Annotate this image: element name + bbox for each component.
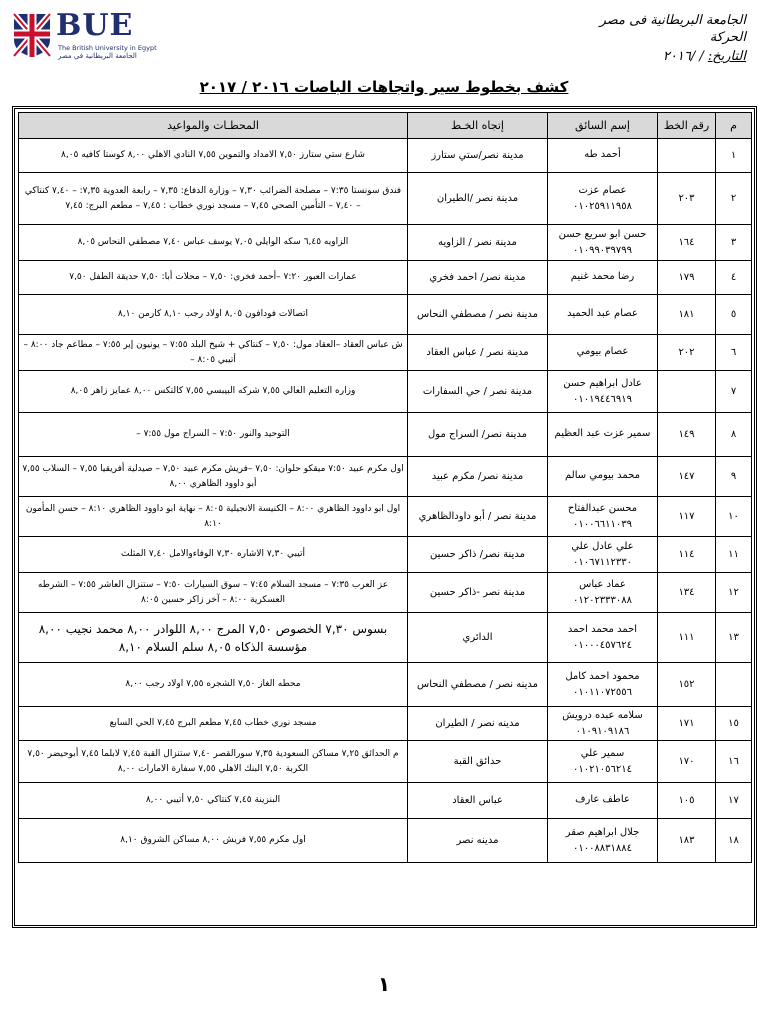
row-index: ١٠ [716, 497, 752, 537]
table-row [19, 457, 752, 497]
row-line-number: ١١٤ [658, 537, 716, 573]
row-driver [548, 413, 658, 457]
header-direction: إتجاه الخـط [408, 113, 548, 139]
driver-name: محمود احمد كامل [565, 670, 640, 682]
table-row [19, 741, 752, 783]
page-number: ١ [377, 972, 391, 996]
row-index: ٤ [716, 261, 752, 295]
table-row [19, 707, 752, 741]
row-index: ١ [716, 139, 752, 173]
table-row [19, 173, 752, 225]
driver-name: سمير عزت عبد العظيم [554, 427, 651, 439]
table-row [19, 537, 752, 573]
row-index: ١٦ [716, 741, 752, 783]
row-line-number: ١٤٩ [658, 413, 716, 457]
row-direction: حدائق القبة [408, 741, 548, 783]
bus-routes-table [18, 112, 752, 863]
row-line-number: ١٧٩ [658, 261, 716, 295]
row-index: ٢ [716, 173, 752, 225]
row-driver [548, 335, 658, 371]
row-line-number: ١٧١ [658, 707, 716, 741]
row-direction: مدينة نصر / مصطفي النحاس [408, 295, 548, 335]
driver-phone: ٠١٠٩١٠٩١٨٦ [575, 725, 630, 737]
row-line-number: ١٤٧ [658, 457, 716, 497]
row-direction: مدينه نصر / الطيران [408, 707, 548, 741]
row-driver [548, 139, 658, 173]
row-direction: مدينه نصر [408, 819, 548, 863]
row-stops: أتيبي ٧,٣٠ الاشاره ٧,٣٠ الوفاءوالامل ٧,٤٠ المثلث [19, 537, 408, 573]
driver-name: محسن عبدالفتاح [567, 502, 638, 514]
driver-phone: ٠١٠٩٩٠٣٩٧٩٩ [572, 244, 633, 256]
driver-name: سلامه عبده درويش [562, 709, 643, 721]
row-index: ١٥ [716, 707, 752, 741]
driver-phone: ٠١٠١٩٤٤٦٩١٩ [572, 393, 633, 405]
row-driver [548, 261, 658, 295]
row-direction: عباس العقاد [408, 783, 548, 819]
header-line-number: رقم الخط [658, 113, 716, 139]
table-body [19, 139, 752, 863]
driver-name: سمير علي [580, 747, 625, 759]
driver-phone: ٠١٠١١٠٧٢٥٥٦ [572, 686, 633, 698]
table-row [19, 663, 752, 707]
table-row [19, 371, 752, 413]
row-direction: مدينة نصر/ستي ستارز [408, 139, 548, 173]
table-row [19, 413, 752, 457]
driver-name: أحمد طه [584, 148, 621, 160]
row-line-number [658, 371, 716, 413]
row-direction: مدينة نصر/ مكرم عبيد [408, 457, 548, 497]
driver-phone: ٠١٠٢١٠٥٦٢١٤ [572, 763, 633, 775]
row-stops: محطه الغاز ٧,٥٠ الشجره ٧,٥٥ اولاد رجب ٨,٠٠ [19, 663, 408, 707]
driver-name: جلال ابراهيم صقر [565, 826, 640, 838]
table-row [19, 139, 752, 173]
row-stops: ش عباس العقاد –العقاد مول: ٧,٥٠ – كنتاكي + شيخ البلد ٧:٥٥ – يونيون إير ٧:٥٥ – مطاعم جاد ٨:٠٠ – أتيبي ٨:٠٥ – [19, 335, 408, 371]
row-direction: مدينة نصر/ السراج مول [408, 413, 548, 457]
row-driver [548, 225, 658, 261]
row-direction: مدينة نصر / الزاويه [408, 225, 548, 261]
row-direction: مدينة نصر / حي السفارات [408, 371, 548, 413]
row-index: ٥ [716, 295, 752, 335]
row-stops: اول مكرم عبيد ٧:٥٠ ميقكو حلوان: ٧,٥٠ –فريش مكرم عبيد ٧,٥٠ – صيدلية أفريقيا ٧,٥٥ – السلاب ٧,٥٥ أبو داوود الظاهري ٨,٠٠ [19, 457, 408, 497]
table-row [19, 295, 752, 335]
driver-phone: ٠١٠٠٦٦١١٠٣٩ [572, 518, 633, 530]
driver-name: عصام بيومي [576, 345, 629, 357]
row-index [716, 663, 752, 707]
driver-name: عادل ابراهيم حسن [563, 377, 642, 389]
driver-name: عماد عباس [579, 578, 626, 590]
header-block [546, 12, 746, 65]
row-line-number: ١٨١ [658, 295, 716, 335]
row-direction: مدينة نصر -ذاكر حسين [408, 573, 548, 613]
table-row [19, 335, 752, 371]
driver-phone: ٠١٠٠٠٤٥٧٦٢٤ [572, 639, 633, 651]
row-stops: التوحيد والنور ٧:٥٠ – السراج مول ٧:٥٥ – [19, 413, 408, 457]
driver-name: محمد بيومي سالم [565, 469, 640, 481]
row-index: ١٣ [716, 613, 752, 663]
row-stops: عز العرب ٧:٣٥ – مسجد السلام ٧:٤٥ – سوق السيارات ٧:٥٠ – ستنزال العاشر ٧:٥٥ – الشرطه العسكرية ٨:٠٠ – آخر زاكر حسين ٨:٠٥ [19, 573, 408, 613]
row-driver [548, 707, 658, 741]
table-row [19, 783, 752, 819]
bus-routes-table-frame [12, 106, 757, 928]
driver-name: احمد محمد احمد [567, 623, 638, 635]
row-stops: فندق سونستا ٧:٣٥ – مصلحة الضرائب ٧,٣٠ – وزارة الدفاع: ٧,٣٥ – رابعة العدوية ٧,٣٥: – ٧,٤٠ كنتاكي – ٧,٤٠ – التأمين الصحي ٧,٤٥ – مسجد نوري خطاب : ٧,٤٥ – مطعم البرج: ٧,٤٥ [19, 173, 408, 225]
logo-text: BUE [56, 8, 134, 43]
bue-logo [12, 8, 157, 62]
row-direction: مدينة نصر/ احمد فخري [408, 261, 548, 295]
union-flag-shield-icon [12, 12, 52, 58]
row-driver [548, 497, 658, 537]
driver-phone: ٠١٠٠٨٨٣١٨٨٤ [572, 842, 633, 854]
table-row [19, 261, 752, 295]
document-title [0, 78, 768, 96]
row-driver [548, 537, 658, 573]
table-row [19, 819, 752, 863]
driver-name: رضا محمد غنيم [570, 270, 635, 282]
row-stops: الزاويه ٦,٤٥ سكه الوايلي ٧,٠٥ يوسف عباس ٧,٤٠ مصطفي النحاس ٨,٠٥ [19, 225, 408, 261]
date-label: التاريخ: [707, 49, 746, 64]
row-index: ٩ [716, 457, 752, 497]
row-direction: مدينة نصر / عباس العقاد [408, 335, 548, 371]
date-value: / /٢٠١٦ [662, 49, 704, 64]
row-driver [548, 783, 658, 819]
table-row [19, 225, 752, 261]
date-row [546, 48, 746, 65]
header-driver-name: إسم السائق [548, 113, 658, 139]
row-driver [548, 613, 658, 663]
row-driver [548, 663, 658, 707]
row-index: ١٧ [716, 783, 752, 819]
logo-subtitle-ar: الجامعة البريطانية في مصر [58, 52, 137, 60]
row-index: ٧ [716, 371, 752, 413]
row-index: ٣ [716, 225, 752, 261]
row-driver [548, 741, 658, 783]
table-header-row [19, 113, 752, 139]
driver-phone: ٠١٢٠٢٣٣٣٠٨٨ [572, 594, 633, 606]
row-line-number: ٢٠٢ [658, 335, 716, 371]
row-line-number: ١٧٠ [658, 741, 716, 783]
header-stops-times: المحطـات والمواعيد [19, 113, 408, 139]
row-driver [548, 819, 658, 863]
driver-name: عصام عزت [578, 184, 627, 196]
row-direction: مدينه نصر / مصطفي النحاس [408, 663, 548, 707]
row-line-number: ١٠٥ [658, 783, 716, 819]
driver-name: عاطف عارف [575, 793, 630, 805]
row-stops: اول مكرم ٧,٥٥ فريش ٨,٠٠ مساكن الشروق ٨,١٠ [19, 819, 408, 863]
row-stops: وزاره التعليم العالي ٧,٥٥ شركه البيبسي ٧,٥٥ كالتكس ٨,٠٠ عمايز زاهر ٨,٠٥ [19, 371, 408, 413]
row-direction: مدينة نصر / أبو داودالظاهري [408, 497, 548, 537]
row-driver [548, 573, 658, 613]
row-line-number: ٢٠٣ [658, 173, 716, 225]
driver-name: علي عادل علي [571, 540, 634, 552]
row-index: ١٢ [716, 573, 752, 613]
driver-name: عصام عبد الحميد [567, 307, 638, 319]
row-index: ٦ [716, 335, 752, 371]
table-row [19, 613, 752, 663]
table-row [19, 573, 752, 613]
row-stops: اتصالات فودافون ٨,٠٥ اولاد رجب ٨,١٠ كارمن ٨,١٠ [19, 295, 408, 335]
driver-phone: ٠١٠٢٥٩١١٩٥٨ [572, 200, 633, 212]
row-driver [548, 295, 658, 335]
row-stops: شارع ستي ستارز ٧,٥٠ الامداد والتموين ٧,٥٥ النادي الاهلي ٨,٠٠ كوستا كافيه ٨,٠٥ [19, 139, 408, 173]
row-line-number: ١٥٢ [658, 663, 716, 707]
document-title-text: كشف بخطوط سير واتجاهات الباصات ٢٠١٦ / ٢٠١٧ [199, 78, 569, 96]
row-stops: اول ابو داوود الظاهري ٨:٠٠ – الكنيسة الانجيلية ٨:٠٥ – نهاية ابو داوود الظاهري ٨:١٠ – حسن المأمون ٨:١٠ [19, 497, 408, 537]
driver-phone: ٠١٠٦٧١١٢٣٣٠ [572, 556, 633, 568]
row-line-number: ١٨٣ [658, 819, 716, 863]
table-row [19, 497, 752, 537]
row-driver [548, 173, 658, 225]
row-line-number: ١١١ [658, 613, 716, 663]
row-direction: مدينة نصر/ ذاكر حسين [408, 537, 548, 573]
row-stops: البنزينة ٧,٤٥ كنتاكي ٧,٥٠ أتيبي ٨,٠٠ [19, 783, 408, 819]
row-index: ١١ [716, 537, 752, 573]
university-name: الجامعة البريطانية فى مصر [599, 13, 746, 28]
row-direction: مدينة نصر /الطيران [408, 173, 548, 225]
row-line-number: ١٦٤ [658, 225, 716, 261]
header-index: م [716, 113, 752, 139]
row-stops: عمارات العبور ٧:٢٠ –أحمد فخري: ٧,٥٠ – محلات أبا: ٧,٥٠ حديقة الطفل ٧,٥٠ [19, 261, 408, 295]
row-stops: بسوس ٧,٣٠ الخصوص ٧,٥٠ المرج ٨,٠٠ اللوادر ٨,٠٠ محمد نجيب ٨,٠٠ مؤسسة الذكاه ٨,٠٥ سلم السلام ٨,١٠ [19, 613, 408, 663]
row-stops: م الحدائق ٧,٢٥ مساكن السعودية ٧,٣٥ سورالقصر ٧,٤٠ ستنزال القبة ٧,٤٥ لابلما ٧,٤٥ أبوحيضر ٧,٥٠ الكربة ٧,٥٠ البنك الاهلي ٧,٥٥ سفارة الامارات ٨,٠٠ [19, 741, 408, 783]
row-index: ٨ [716, 413, 752, 457]
department-name: الحركة [709, 30, 746, 45]
row-driver [548, 371, 658, 413]
row-driver [548, 457, 658, 497]
row-direction: الدائري [408, 613, 548, 663]
row-stops: مسجد نوري خطاب ٧,٤٥ مطعم البرج ٧,٤٥ الحي السابع [19, 707, 408, 741]
row-index: ١٨ [716, 819, 752, 863]
row-line-number [658, 139, 716, 173]
driver-name: حسن ابو سريع حسن [558, 228, 647, 240]
logo-subtitle-en: The British University in Egypt [58, 44, 157, 52]
row-line-number: ١١٧ [658, 497, 716, 537]
row-line-number: ١٣٤ [658, 573, 716, 613]
